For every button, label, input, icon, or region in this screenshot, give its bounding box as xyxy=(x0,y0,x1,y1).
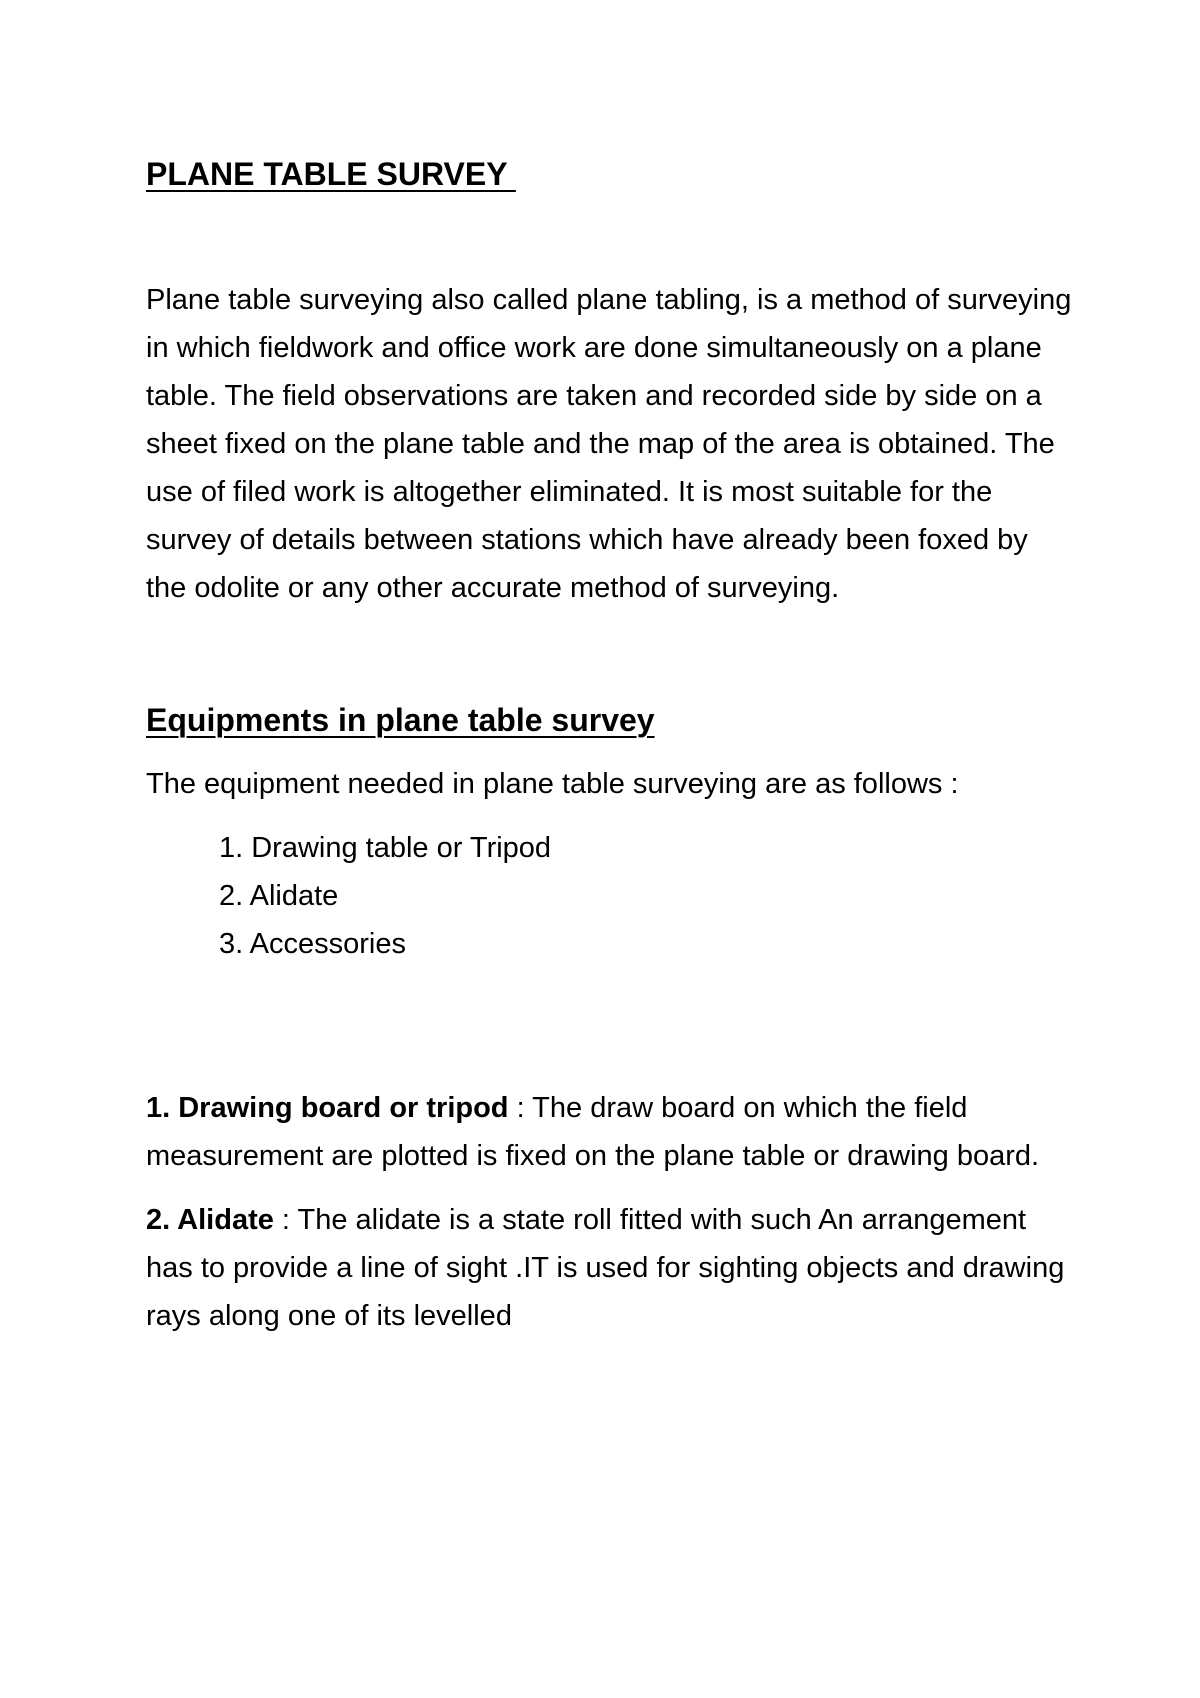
intro-paragraph: Plane table surveying also called plane tabling, is a method of surveying in which fieldwork and office work are done simultaneously on a plane table. The field observations are taken and recorded side by side on a sheet fixed on the plane table and the map of the area is obtained. The use of filed work is altogether eliminated. It is most suitable for the survey of details between stations which have already been foxed by the odolite or any other accurate method of surveying. xyxy=(146,284,1072,604)
detail-description: : The alidate is a state roll fitted with such An arrangement has to provide a line of sight .IT is used for sighting objects and drawing rays along one of its levelled xyxy=(146,1204,1065,1332)
detail-term: 1. Drawing board or tripod xyxy=(146,1092,509,1124)
detail-term: 2. Alidate xyxy=(146,1204,274,1236)
detail-description: : The draw board on which the field measurement are plotted is fixed on the plane table or drawing board. xyxy=(146,1092,1040,1172)
detail-drawing-board xyxy=(146,1084,1076,1180)
list-item: 3. Accessories xyxy=(219,928,406,960)
equipment-list xyxy=(146,824,1076,968)
document-title: PLANE TABLE SURVEY xyxy=(146,156,516,192)
equipment-lead-in: The equipment needed in plane table surveying are as follows : xyxy=(146,768,959,800)
list-item: 2. Alidate xyxy=(219,880,339,912)
document-body xyxy=(146,150,1076,1340)
equipment-section-heading: Equipments in plane table survey xyxy=(146,702,655,738)
list-item: 1. Drawing table or Tripod xyxy=(219,832,552,864)
detail-alidate xyxy=(146,1196,1076,1340)
